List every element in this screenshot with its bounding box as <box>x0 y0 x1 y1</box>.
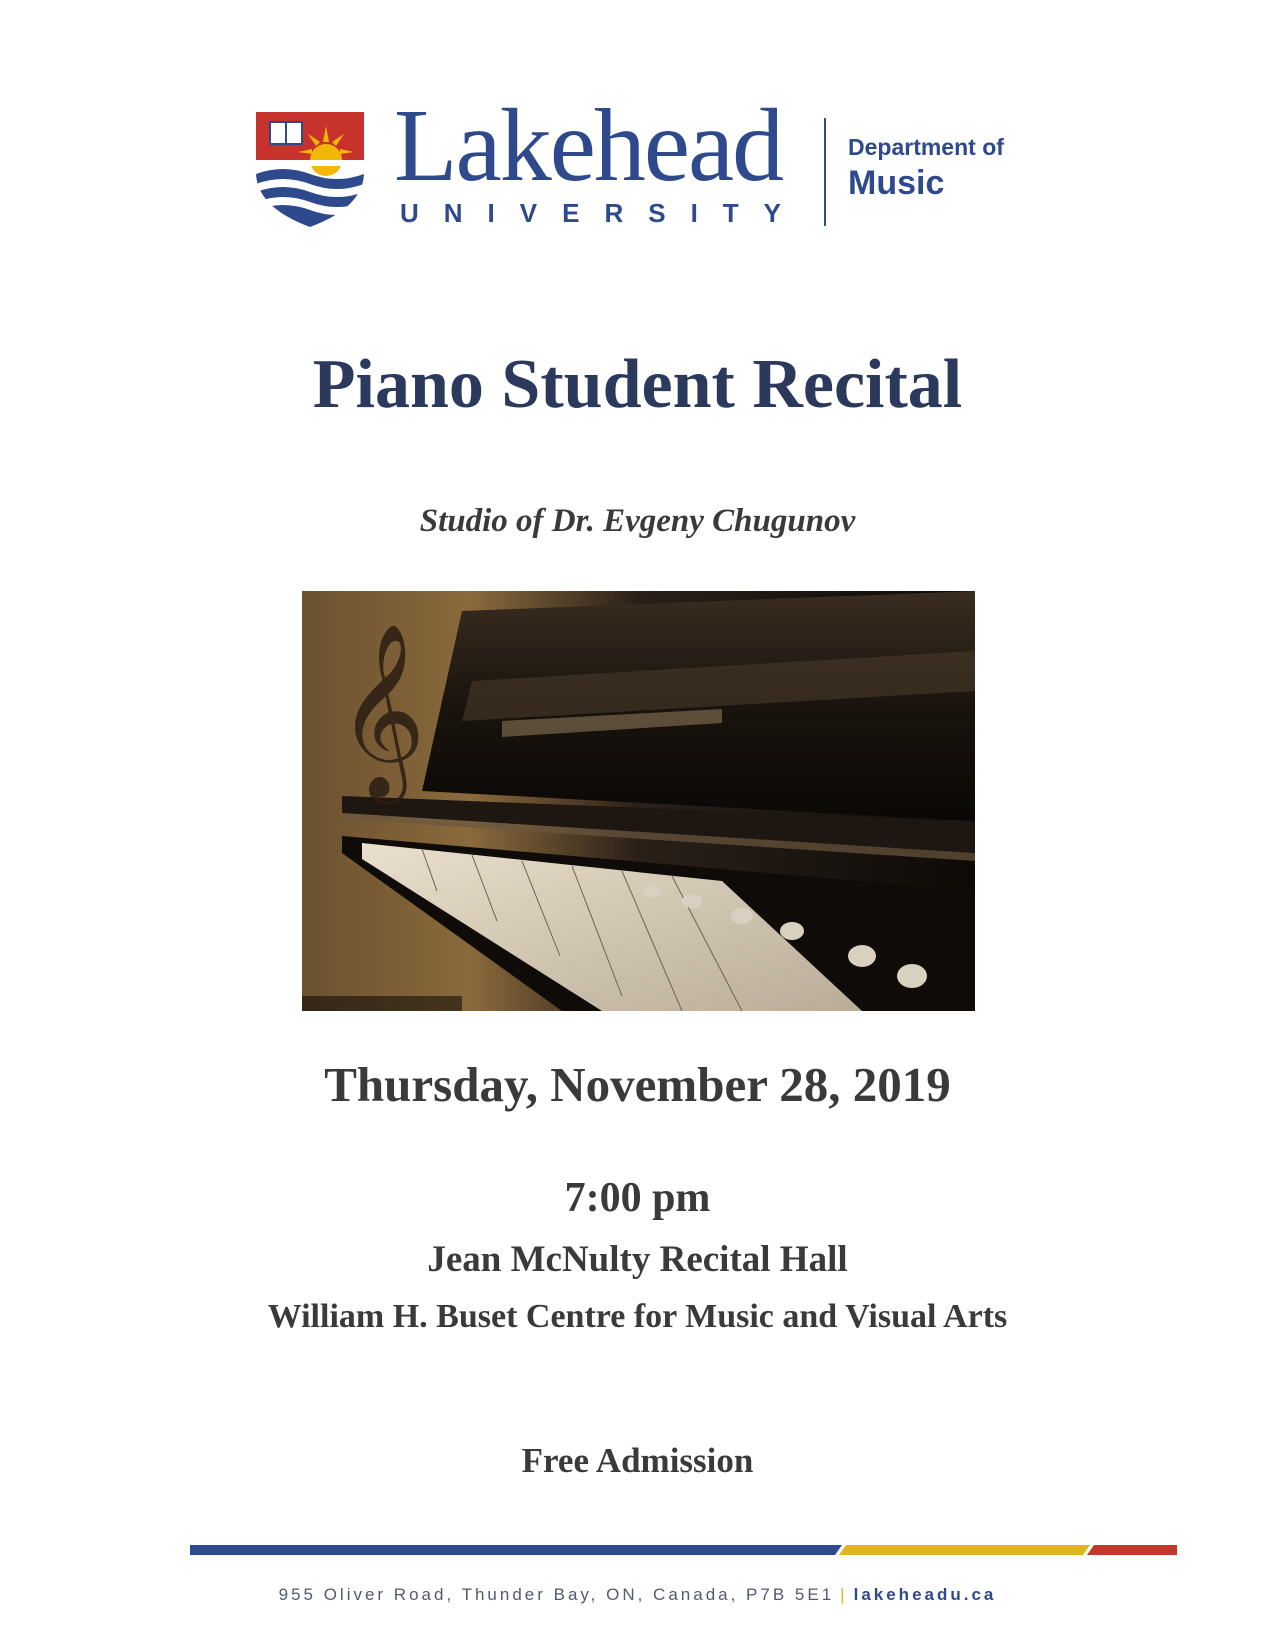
footer-stripe <box>190 1545 1177 1555</box>
event-time: 7:00 pm <box>564 1175 711 1221</box>
event-hall: Jean McNulty Recital Hall <box>427 1239 848 1280</box>
piano-with-treble-clef-image <box>302 591 975 1011</box>
department-name: Music <box>848 164 945 202</box>
lakehead-logo <box>256 88 1016 232</box>
event-title: Piano Student Recital <box>312 346 963 423</box>
footer-separator: | <box>840 1585 848 1604</box>
logo-divider <box>824 118 826 226</box>
event-date: Thursday, November 28, 2019 <box>324 1057 951 1112</box>
event-studio: Studio of Dr. Evgeny Chugunov <box>419 503 856 539</box>
svg-text:𝄞: 𝄞 <box>337 623 426 797</box>
footer-contact <box>0 1585 1275 1605</box>
footer-address: 955 Oliver Road, Thunder Bay, ON, Canada, P7B 5E1 <box>278 1585 835 1604</box>
event-admission: Free Admission <box>521 1441 754 1480</box>
department-label: Department of <box>848 134 1004 160</box>
event-venue: William H. Buset Centre for Music and Visual Arts <box>267 1298 1008 1335</box>
lakehead-crest-icon <box>256 112 364 227</box>
footer-website-link[interactable]: lakeheadu.ca <box>853 1585 997 1604</box>
logo-university: UNIVERSITY <box>400 198 807 228</box>
logo-wordmark: Lakehead <box>394 88 783 203</box>
